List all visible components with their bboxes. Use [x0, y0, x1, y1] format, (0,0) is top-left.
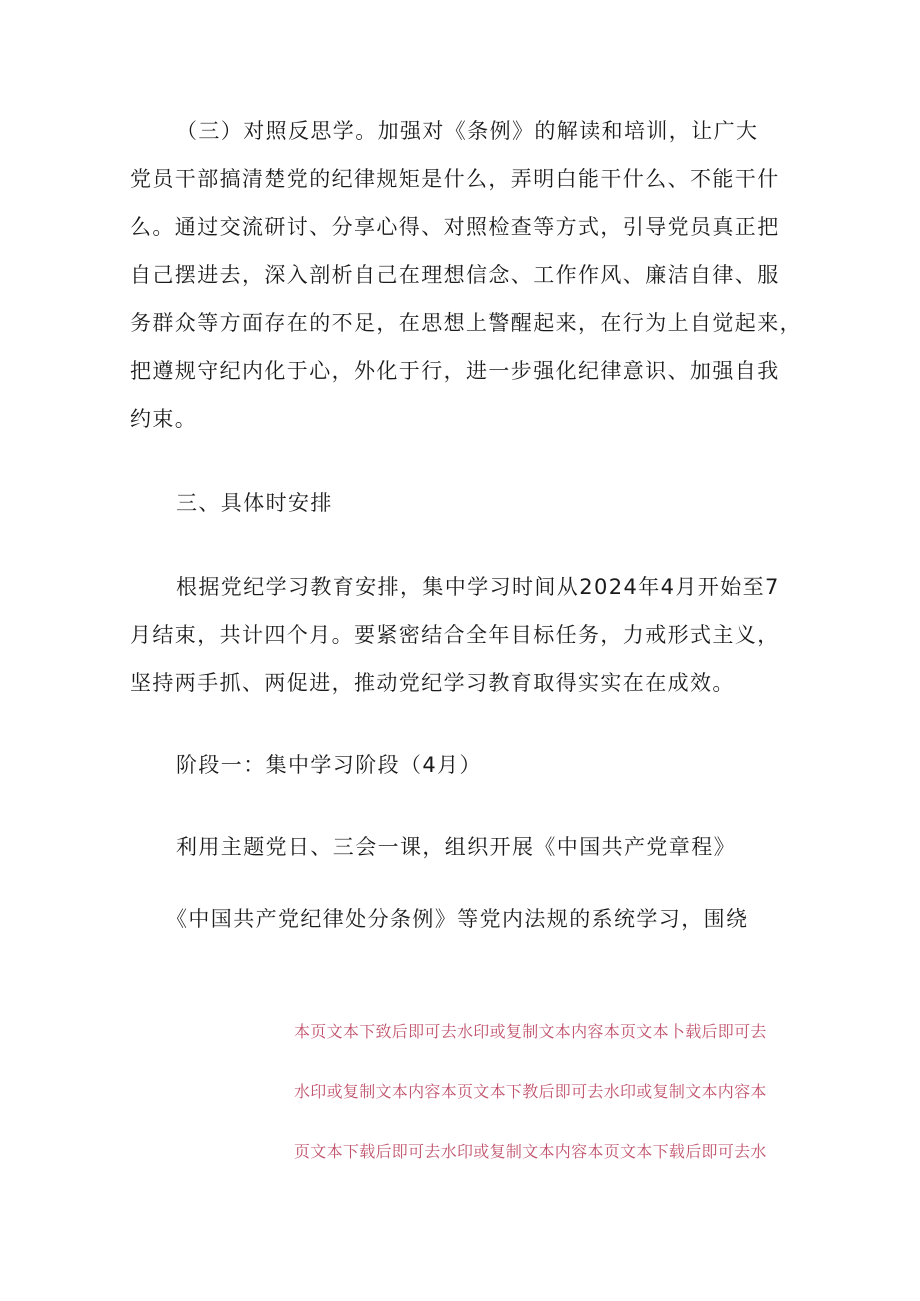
paragraph-3-line-7: 约束。 — [130, 407, 198, 431]
paragraph-3-line-6: 把遵规守纪内化于心，外化于行，进一步强化纪律意识、加强自我 — [130, 359, 780, 383]
schedule-line-2: 月结束，共计四个月。要紧密结合全年目标任务，力戒形式主义， — [130, 623, 780, 647]
phase-one-line-2: 《中国共产党纪律处分条例》等党内法规的系统学习，围绕 — [166, 907, 749, 931]
schedule-line-3: 坚持两手抓、两促进，推动党纪学习教育取得实实在在成效。 — [130, 671, 735, 695]
schedule-line-1: 根据党纪学习教育安排，集中学习时间从2024年4月开始至7 — [176, 575, 780, 599]
paragraph-3-line-3: 么。通过交流研讨、分享心得、对照检查等方式，引导党员真正把 — [130, 215, 780, 239]
paragraph-3-line-5: 务群众等方面存在的不足，在思想上警醒起来，在行为上自觉起来， — [130, 311, 802, 335]
section-heading: 三、具体时安排 — [176, 491, 333, 515]
phase-one-line-1: 利用主题党日、三会一课，组织开展《中国共产党章程》 — [176, 835, 736, 859]
paragraph-3-line-4: 自己摆进去，深入剖析自己在理想信念、工作作风、廉洁自律、服 — [130, 263, 780, 287]
paragraph-3-line-2: 党员干部搞清楚党的纪律规矩是什么，弄明白能干什么、不能干什 — [130, 167, 780, 191]
watermark-line-2: 水印或复制文本内容本页文本下教后即可去水印或复制文本内容本 — [294, 1082, 767, 1101]
phase-one-heading: 阶段一：集中学习阶段（4月） — [176, 753, 482, 777]
paragraph-3-line-1: （三）对照反思学。加强对《条例》的解读和培训，让广大 — [176, 119, 759, 143]
watermark-line-3: 页文本下载后即可去水印或复制文本内容本页文本下载后即可去水 — [294, 1142, 767, 1161]
watermark-line-1: 本页文本下致后即可去水印或复制文本内容本页文本卜载后即可去 — [294, 1022, 767, 1041]
